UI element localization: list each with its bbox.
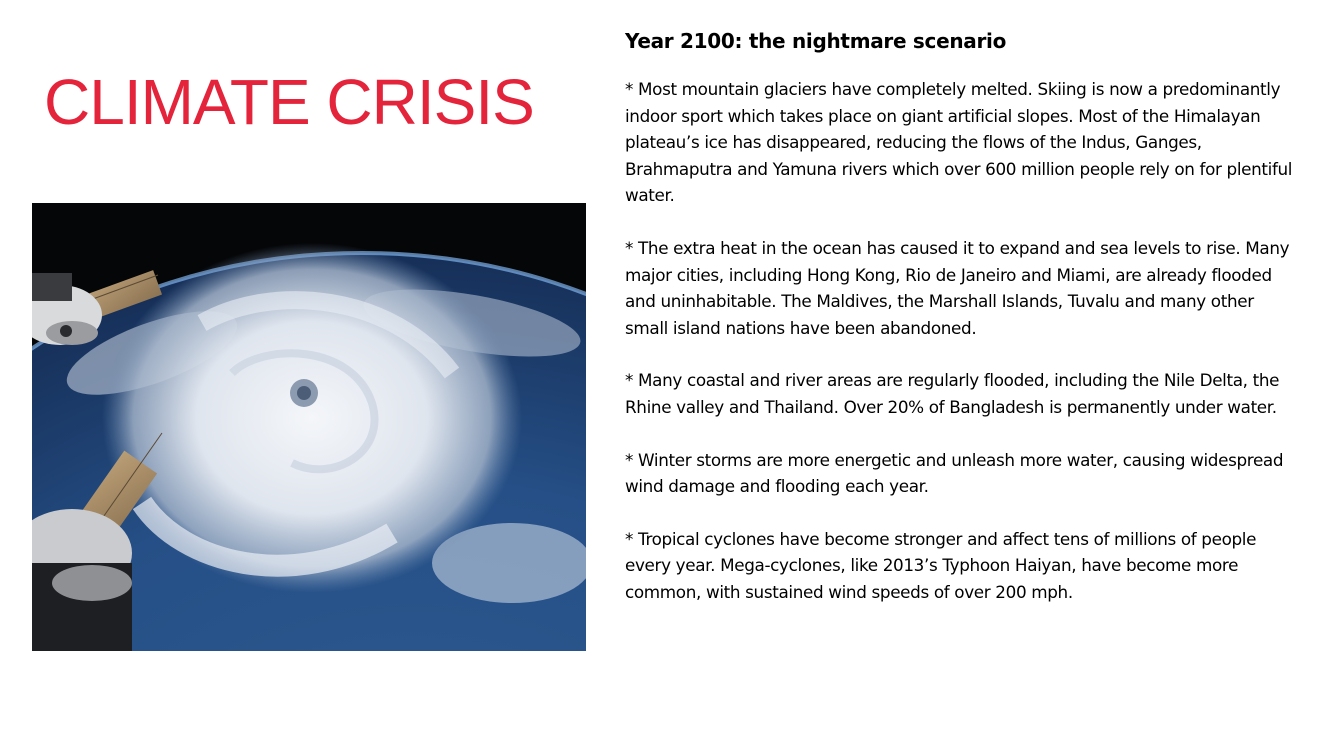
climate-crisis-title: CLIMATE CRISIS (44, 66, 534, 138)
article (625, 28, 1295, 632)
paragraph-flooding: * Many coastal and river areas are regularly flooded, including the Nile Delta, the Rhine valley and Thailand. Over 20% of Bangladesh is permanently under water. (625, 370, 1280, 417)
paragraph-glaciers: * Most mountain glaciers have completely melted. Skiing is now a predominantly indoor sport which takes place on giant artificial slopes. Most of the Himalayan plateau’s ice has disappeared, reducing the flows of the Indus, Ganges, Brahmaputra and Yamuna rivers which over 600 million people rely on for plentiful water. (625, 79, 1293, 206)
paragraph-winter-storms: * Winter storms are more energetic and unleash more water, causing widespread wind damage and flooding each year. (625, 449, 1284, 497)
paragraph-sea-levels: * The extra heat in the ocean has caused it to expand and sea levels to rise. Many major cities, including Hong Kong, Rio de Janeiro and Miami, are already flooded and uninhabitable. The Maldives, the Marshall Islands, Tuvalu and many other small island nations have been abandoned. (625, 237, 1290, 338)
hurricane-from-space-photo (32, 203, 586, 651)
paragraph-tropical-cyclones: * Tropical cyclones have become stronger and affect tens of millions of people every year. Mega-cyclones, like 2013’s Typhoon Haiyan, have become more common, with sustained wind speeds of over 200 mph. (625, 528, 1257, 602)
article-heading: Year 2100: the nightmare scenario (625, 29, 1007, 53)
